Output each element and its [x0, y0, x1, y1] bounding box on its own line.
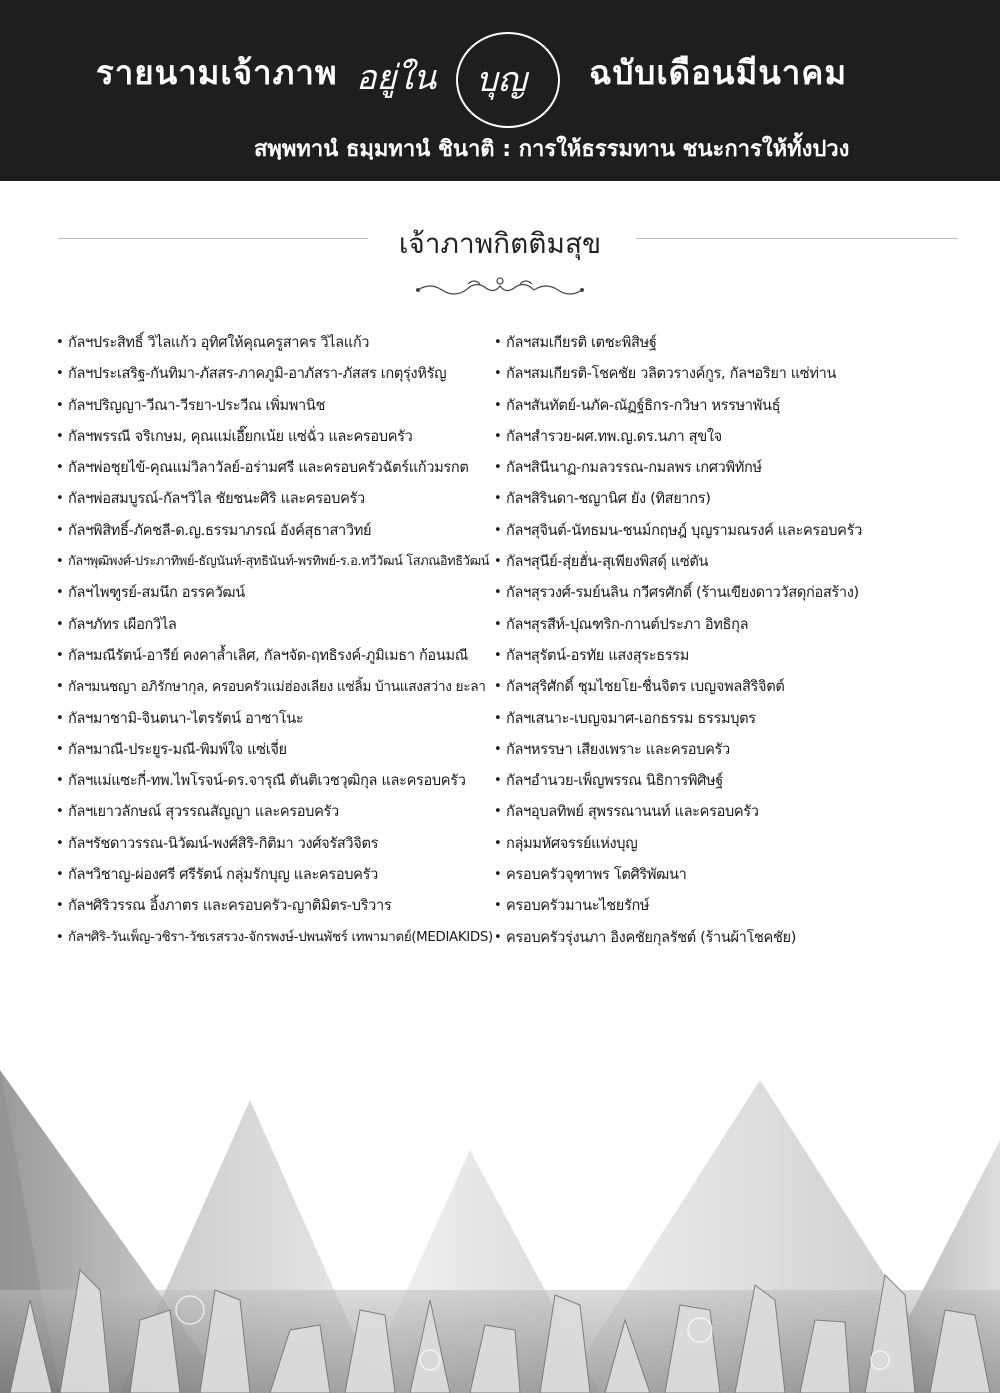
donor-list-item: • กัลฯสุรวงศ์-รมย์นลิน กวีศรศักดิ์ (ร้านเขียงดาววัสดุก่อสร้าง) [494, 581, 954, 612]
donor-list-item: • กัลฯพิสิทธิ์-ภัคชลี-ด.ญ.ธรรมาภรณ์ อังค์สุธาสาวิทย์ [56, 519, 494, 550]
donor-list-item: • กัลฯพ่อชุยไข้-คุณแม่วิลาวัลย์-อร่ามศรี และครอบครัวฉัตร์แก้วมรกต [56, 456, 494, 487]
donor-list-item: • กัลฯพรรณี จริเกษม, คุณแม่เอี๊ยกเน้ย แซ่ฉั่ว และครอบครัว [56, 425, 494, 456]
header-subtitle: สพฺพทานํ ธมฺมทานํ ชินาติ : การให้ธรรมทาน ชนะการให้ทั้งปวง [254, 137, 850, 162]
logo-right-script: บุญ [476, 60, 527, 100]
donor-list-item: • กัลฯสมเกียรติ-โชคชัย วลิตวรางค์กูร, กัลฯอริยา แซ่ท่าน [494, 362, 954, 393]
donor-list-item: • กัลฯศิริ-วันเพ็ญ-วชิรา-วัชเรสรวง-จักรพงษ์-ปพนพัชร์ เทพามาตย์(MEDIAKIDS) [56, 926, 494, 957]
donor-list-item: • กัลฯสันทัตย์-นภัค-ณัฏฐ์ธิกร-กวิษา หรรษาพันธุ์ [494, 394, 954, 425]
donor-list-item: • กัลฯสุรสีห์-ปุณฑริก-กานต์ประภา อิทธิกุล [494, 613, 954, 644]
donor-list-item: • กัลฯภัทร เผือกวิไล [56, 613, 494, 644]
donor-list-item: • กัลฯเยาวลักษณ์ สุวรรณสัญญา และครอบครัว [56, 800, 494, 831]
donor-list-item: • กัลฯสุนีย์-สุ่ยฮั่น-สุเพียงพิสดุ์ แซ่ตัน [494, 550, 954, 581]
donor-list-item: • กัลฯสุรัตน์-อรทัย แสงสุระธรรม [494, 644, 954, 675]
donor-list-right [494, 331, 954, 957]
magazine-logo [352, 30, 582, 130]
donor-list-item: • กัลฯแม่แซะกี่-ทพ.ไพโรจน์-ดร.จารุณี ตันติเวชวุฒิกุล และครอบครัว [56, 769, 494, 800]
title-rule-right [636, 238, 958, 239]
header-right-text: ฉบับเดือนมีนาคม [589, 53, 848, 92]
donor-list-item: • กัลฯสำรวย-ผศ.ทพ.ญ.ดร.นภา สุขใจ [494, 425, 954, 456]
donor-list-item: • กัลฯมณีรัตน์-อารีย์ คงคาล้ำเลิศ, กัลฯจัด-ฤทธิรงค์-ภูมิเมธา ก้อนมณี [56, 644, 494, 675]
donor-list-item: • ครอบครัวรุ่งนภา อิงคชัยกุลรัชต์ (ร้านผ้าโชคชัย) [494, 926, 954, 957]
donor-list-item: • กัลฯประเสริฐ-กันทิมา-ภัสสร-ภาคภูมิ-อาภัสรา-ภัสสร เกตุรุ่งหิรัญ [56, 362, 494, 393]
donor-list-item: • กัลฯมาณี-ประยูร-มณี-พิมพ์ใจ แซ่เจี่ย [56, 738, 494, 769]
donor-list-item: • กัลฯสมเกียรติ เตชะพิสิษฐ์ [494, 331, 954, 362]
donor-list-item: • กัลฯประสิทธิ์ วิไลแก้ว อุทิศให้คุณครูสาคร วิไลแก้ว [56, 331, 494, 362]
donor-list-item: • กัลฯรัชดาวรรณ-นิวัฒน์-พงศ์สิริ-กิติมา วงศ์จรัสวิจิตร [56, 832, 494, 863]
donor-list-item: • กัลฯมาชามิ-จินตนา-ไตรรัตน์ อาซาโนะ [56, 707, 494, 738]
donor-list-item: • กลุ่มมหัศจรรย์แห่งบุญ [494, 832, 954, 863]
donor-list-item: • กัลฯสุจินต์-นัทธมน-ชนม์กฤษฎ์ บุญรามณรงค์ และครอบครัว [494, 519, 954, 550]
donor-list-item: • กัลฯพ่อสมบูรณ์-กัลฯวิไล ชัยชนะศิริ และครอบครัว [56, 487, 494, 518]
donor-list-item: • กัลฯสุริศักดิ์ ชุมไชยโย-ชื่นจิตร เบญจพลสิริจิตต์ [494, 675, 954, 706]
pyramid-crystal-illustration [0, 1060, 1000, 1393]
donor-list-item: • กัลฯอุบลทิพย์ สุพรรณานนท์ และครอบครัว [494, 800, 954, 831]
donor-list-item: • กัลฯเสนาะ-เบญจมาศ-เอกธรรม ธรรมบุตร [494, 707, 954, 738]
donor-list-item: • กัลฯอำนวย-เพ็ญพรรณ นิธิการพิศิษฐ์ [494, 769, 954, 800]
donor-list-item: • กัลฯวิชาญ-ผ่องศรี ศรีรัตน์ กลุ่มรักบุญ และครอบครัว [56, 863, 494, 894]
donor-list-item: • กัลฯสินีนาฏ-กมลวรรณ-กมลพร เกศวพิทักษ์ [494, 456, 954, 487]
donor-list-item: • กัลฯศิริวรรณ อิ้งภาตร และครอบครัว-ญาติมิตร-บริวาร [56, 894, 494, 925]
header-left-text: รายนามเจ้าภาพ [96, 53, 338, 92]
ornament-flourish-icon [410, 272, 590, 302]
donor-list-item: • กัลฯหรรษา เสียงเพราะ และครอบครัว [494, 738, 954, 769]
donor-list-item: • กัลฯปริญญา-วีณา-วีรยา-ประวีณ เพิ่มพานิช [56, 394, 494, 425]
donor-list-left [56, 331, 494, 957]
logo-left-script: อยู่ใน [356, 58, 437, 98]
section-title: เจ้าภาพกิตติมสุข [398, 227, 602, 260]
donor-list-item: • กัลฯมนชญา อภิรักษากุล, ครอบครัวแม่ฮ่องเลียง แซ่ลิ้ม บ้านแสงสว่าง ยะลา [56, 675, 494, 706]
donor-list-item: • ครอบครัวมานะไชยรักษ์ [494, 894, 954, 925]
donor-list-item: • กัลฯพุฒิพงศ์-ประภาทิพย์-ธัญนันท์-สุทธินันท์-พรทิพย์-ร.อ.ทวีวัฒน์ โสภณอิทธิวัฒน์ [56, 550, 494, 581]
donor-list-item: • ครอบครัวจุฑาพร โตศิริพัฒนา [494, 863, 954, 894]
header-banner [0, 0, 1000, 181]
donor-list-item: • กัลฯไพฑูรย์-สมนึก อรรควัฒน์ [56, 581, 494, 612]
donor-list-item: • กัลฯสิรินดา-ชญานิศ ยัง (ทิสยากร) [494, 487, 954, 518]
